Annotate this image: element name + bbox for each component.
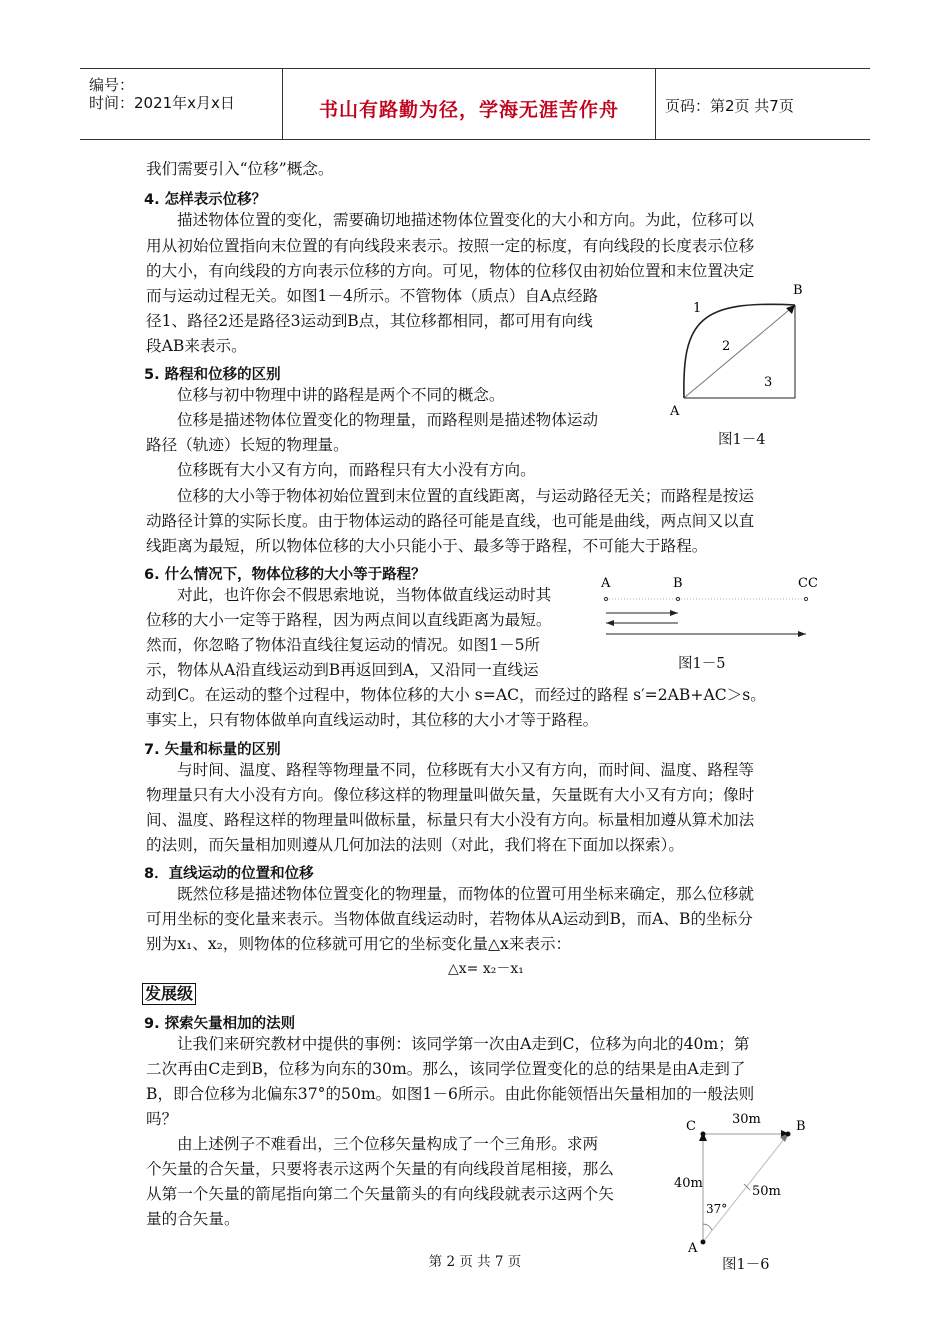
text-line: 吗？ (146, 1110, 178, 1128)
text-line: 由上述例子不难看出，三个位移矢量构成了一个三角形。求两 (177, 1135, 599, 1153)
text-line: 路径（轨迹）长短的物理量。 (146, 436, 349, 454)
header-left-cell (80, 69, 282, 139)
label-ac: 40m (674, 1176, 703, 1191)
text-line: 示，物体从A沿直线运动到B再返回到A，又沿同一直线运 (146, 661, 539, 679)
text-line: 别为x₁、x₂，则物体的位移就可用它的坐标变化量△x来表示： (146, 935, 572, 953)
text-line: 让我们来研究教材中提供的事例：该同学第一次由A走到C，位移为向北的40m；第 (177, 1035, 750, 1053)
text-line: 的法则，而矢量相加则遵从几何加法的法则（对此，我们将在下面加以探索）。 (146, 836, 684, 854)
text-line: 而与运动过程无关。如图1－4所示。不管物体（质点）自A点经路 (146, 287, 599, 305)
figure-1-4-caption: 图1－4 (718, 432, 766, 448)
label-cb: 30m (732, 1112, 761, 1127)
text-line: 与时间、温度、路程等物理量不同，位移既有大小又有方向，而时间、温度、路程等 (177, 761, 754, 779)
level-badge: 发展级 (142, 983, 196, 1005)
text-line: 既然位移是描述物体位置变化的物理量，而物体的位置可用坐标来确定，那么位移就 (177, 885, 754, 903)
label-b: B (793, 283, 803, 298)
text-line: 然而，你忽略了物体沿直线往复运动的情况。如图1－5所 (146, 636, 541, 654)
text-line: 线距离为最短，所以物体位移的大小只能小于、最多等于路程，不可能大于路程。 (146, 537, 708, 555)
point-a (701, 1240, 706, 1245)
header-page-number: 页码：第2页 共7页 (665, 97, 794, 115)
text-line: 位移是描述物体位置变化的物理量，而路程则是描述物体运动 (177, 411, 599, 429)
text-line: 对此，也许你会不假思索地说，当物体做直线运动时其 (177, 586, 552, 604)
path-2-displacement (684, 305, 795, 398)
text-line: 径1、路径2还是路径3运动到B点，其位移都相同，都可用有向线 (146, 312, 593, 330)
angle-arc (703, 1224, 712, 1230)
figure-1-5-caption: 图1－5 (678, 656, 726, 672)
text-line: 个矢量的合矢量，只要将表示这两个矢量的有向线段首尾相接，那么 (146, 1160, 614, 1178)
text-line: 量的合矢量。 (146, 1210, 240, 1228)
page-footer: 第 2 页 共 7 页 (428, 1254, 522, 1270)
section-heading-5: 5. 路程和位移的区别 (144, 367, 281, 383)
section-heading-9: 9. 探索矢量相加的法则 (144, 1016, 296, 1032)
text-line: 可用坐标的变化量来表示。当物体做直线运动时，若物体从A运动到B，而A、B的坐标分 (146, 910, 753, 928)
figure-1-4 (660, 280, 810, 420)
header-center-cell (282, 69, 656, 139)
label-a: A (670, 404, 680, 419)
header-code: 编号： (89, 76, 135, 94)
arrow-head (670, 610, 678, 616)
text-line: 我们需要引入“位移”概念。 (146, 160, 334, 178)
label-path-1: 1 (693, 301, 702, 316)
header-motto: 书山有路勤为径，学海无涯苦作舟 (318, 99, 619, 121)
point-b (786, 1132, 791, 1137)
label-angle: 37° (706, 1202, 728, 1216)
figure-1-6-caption: 图1－6 (722, 1257, 770, 1273)
text-line: 从第一个矢量的箭尾指向第二个矢量箭头的有向线段就表示这两个矢 (146, 1185, 614, 1203)
label-path-3: 3 (764, 375, 773, 390)
label-b: B (673, 576, 683, 591)
text-line: 位移与初中物理中讲的路程是两个不同的概念。 (177, 386, 505, 404)
figure-1-6 (668, 1106, 818, 1256)
text-line: 动到C。在运动的整个过程中，物体位移的大小 s=AC，而经过的路程 s′=2AB+AC＞s。 (146, 686, 766, 704)
section-heading-4: 4. 怎样表示位移？ (144, 192, 267, 208)
header-date: 时间：2021年x月x日 (89, 94, 235, 112)
text-line: 位移既有大小又有方向，而路程只有大小没有方向。 (177, 461, 536, 479)
header-right-cell (656, 69, 870, 139)
text-line: 间、温度、路程这样的物理量叫做标量，标量只有大小没有方向。标量相加遵从算术加法 (146, 811, 755, 829)
arrow-head (798, 631, 806, 637)
label-ab: 50m (752, 1184, 781, 1199)
text-line: 位移的大小一定等于路程，因为两点间以直线距离为最短。 (146, 611, 552, 629)
page-header (80, 68, 870, 140)
text-line: B，即合位移为北偏东37°的50m。如图1－6所示。由此你能领悟出矢量相加的一般法则 (146, 1085, 755, 1103)
text-line: 用从初始位置指向末位置的有向线段来表示。按照一定的标度，有向线段的长度表示位移 (146, 237, 755, 255)
text-line: 的大小，有向线段的方向表示位移的方向。可见，物体的位移仅由初始位置和末位置决定 (146, 262, 755, 280)
text-line: 二次再由C走到B，位移为向东的30m。那么，该同学位置变化的总的结果是由A走到了 (146, 1060, 746, 1078)
text-line: 段AB来表示。 (146, 337, 247, 355)
label-path-2: 2 (722, 339, 731, 354)
arrow-head (606, 620, 614, 626)
section-heading-8: 8．直线运动的位置和位移 (144, 866, 314, 882)
text-line: 事实上，只有物体做单向直线运动时，其位移的大小才等于路程。 (146, 711, 599, 729)
label-a: A (601, 576, 611, 591)
label-c: C (686, 1119, 696, 1134)
arrow-head (786, 305, 795, 314)
formula: △x= x₂－x₁ (448, 961, 524, 977)
label-b: B (796, 1119, 806, 1134)
text-line: 描述物体位置的变化，需要确切地描述物体位置变化的大小和方向。为此，位移可以 (177, 211, 754, 229)
text-line: 动路径计算的实际长度。由于物体运动的路径可能是直线，也可能是曲线，两点间又以直 (146, 512, 755, 530)
label-a: A (688, 1241, 698, 1256)
figure-1-5 (598, 572, 828, 648)
text-line: 物理量只有大小没有方向。像位移这样的物理量叫做矢量，矢量既有大小又有方向；像时 (146, 786, 755, 804)
section-heading-6: 6. 什么情况下，物体位移的大小等于路程？ (144, 567, 426, 583)
text-line: 位移的大小等于物体初始位置到末位置的直线距离，与运动路径无关；而路程是按运 (177, 487, 754, 505)
point-c (701, 1132, 706, 1137)
section-heading-7: 7. 矢量和标量的区别 (144, 742, 281, 758)
label-c: CC (798, 576, 818, 591)
